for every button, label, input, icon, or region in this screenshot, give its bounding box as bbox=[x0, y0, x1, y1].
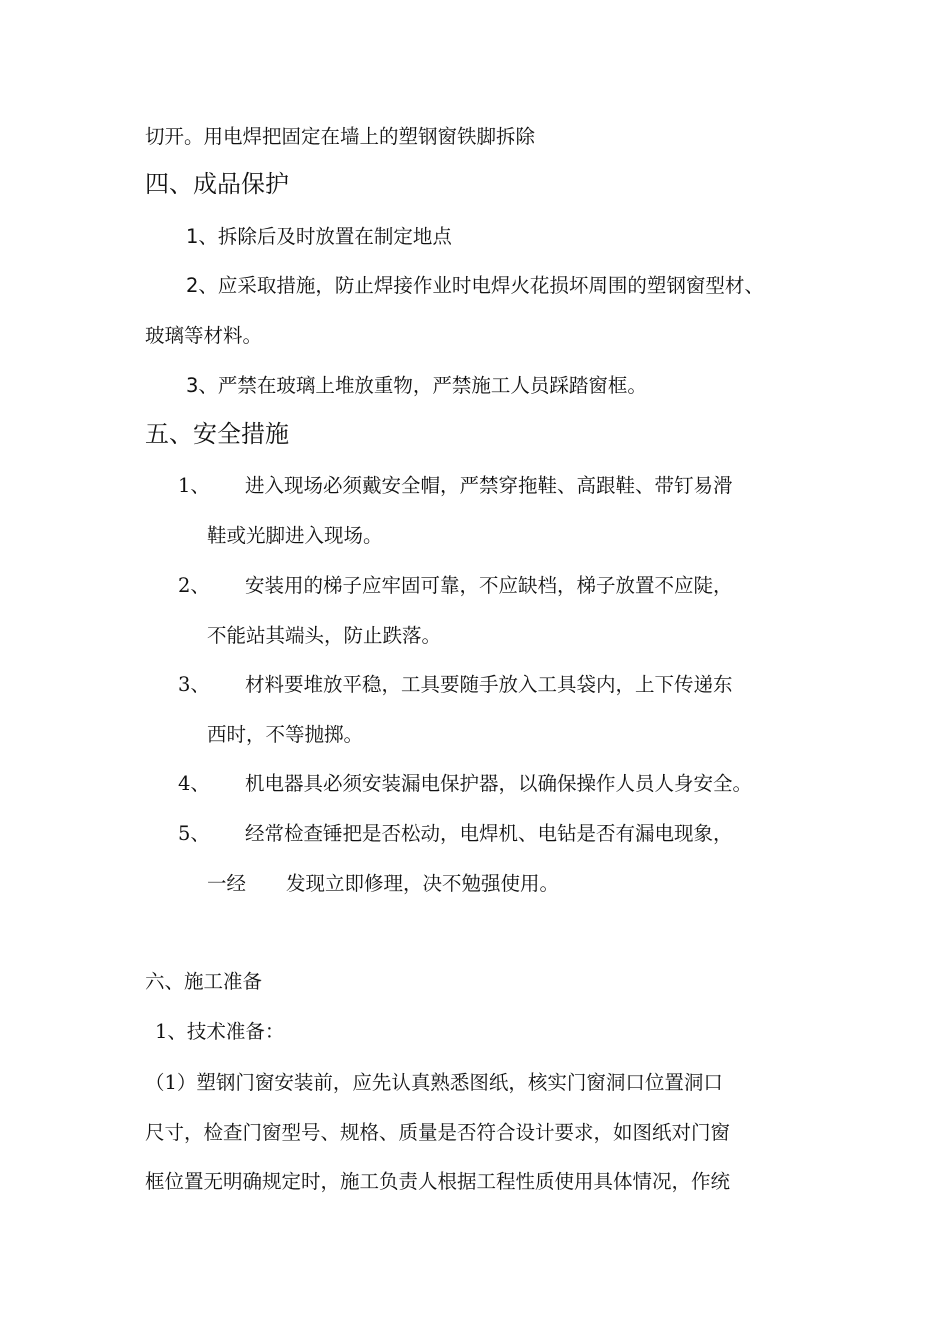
list-item-continuation: 鞋或光脚进入现场。 bbox=[207, 524, 383, 547]
list-item: 1、拆除后及时放置在制定地点 bbox=[186, 225, 452, 248]
paragraph-line: 框位置无明确规定时，施工负责人根据工程性质使用具体情况，作统 bbox=[145, 1170, 731, 1193]
section-heading: 四、成品保护 bbox=[145, 170, 289, 198]
section-heading: 五、安全措施 bbox=[145, 420, 289, 448]
list-item: 3、严禁在玻璃上堆放重物，严禁施工人员踩踏窗框。 bbox=[186, 374, 647, 397]
list-item: 经常检查锤把是否松动，电焊机、电钻是否有漏电现象， bbox=[245, 822, 733, 845]
list-item: 进入现场必须戴安全帽，严禁穿拖鞋、高跟鞋、带钉易滑 bbox=[245, 474, 733, 497]
list-item-continuation: 一经 bbox=[207, 872, 247, 895]
text-line: 切开。用电焊把固定在墙上的塑钢窗铁脚拆除 bbox=[145, 125, 536, 148]
list-item: 安装用的梯子应牢固可靠，不应缺档，梯子放置不应陡， bbox=[245, 574, 733, 597]
list-number: 3、 bbox=[178, 673, 210, 696]
section-heading: 六、施工准备 bbox=[145, 970, 263, 993]
list-item-continuation: 玻璃等材料。 bbox=[145, 324, 263, 347]
list-item-continuation: 不能站其端头，防止跌落。 bbox=[207, 624, 442, 647]
list-item: 2、应采取措施，防止焊接作业时电焊火花损坏周围的塑钢窗型材、 bbox=[186, 274, 764, 297]
list-item: 机电器具必须安装漏电保护器，以确保操作人员人身安全。 bbox=[245, 772, 753, 795]
paragraph-line: 尺寸，检查门窗型号、规格、质量是否符合设计要求，如图纸对门窗 bbox=[145, 1121, 731, 1144]
list-number: 2、 bbox=[178, 574, 210, 597]
paragraph-line: （1）塑钢门窗安装前，应先认真熟悉图纸，核实门窗洞口位置洞口 bbox=[145, 1071, 723, 1094]
list-item: 材料要堆放平稳，工具要随手放入工具袋内，上下传递东 bbox=[245, 673, 733, 696]
list-number: 4、 bbox=[178, 772, 210, 795]
list-number: 5、 bbox=[178, 822, 210, 845]
subheading: 1、技术准备： bbox=[155, 1020, 285, 1043]
list-item-continuation: 西时，不等抛掷。 bbox=[207, 723, 364, 746]
list-number: 1、 bbox=[178, 474, 210, 497]
list-item-continuation: 发现立即修理，决不勉强使用。 bbox=[286, 872, 560, 895]
